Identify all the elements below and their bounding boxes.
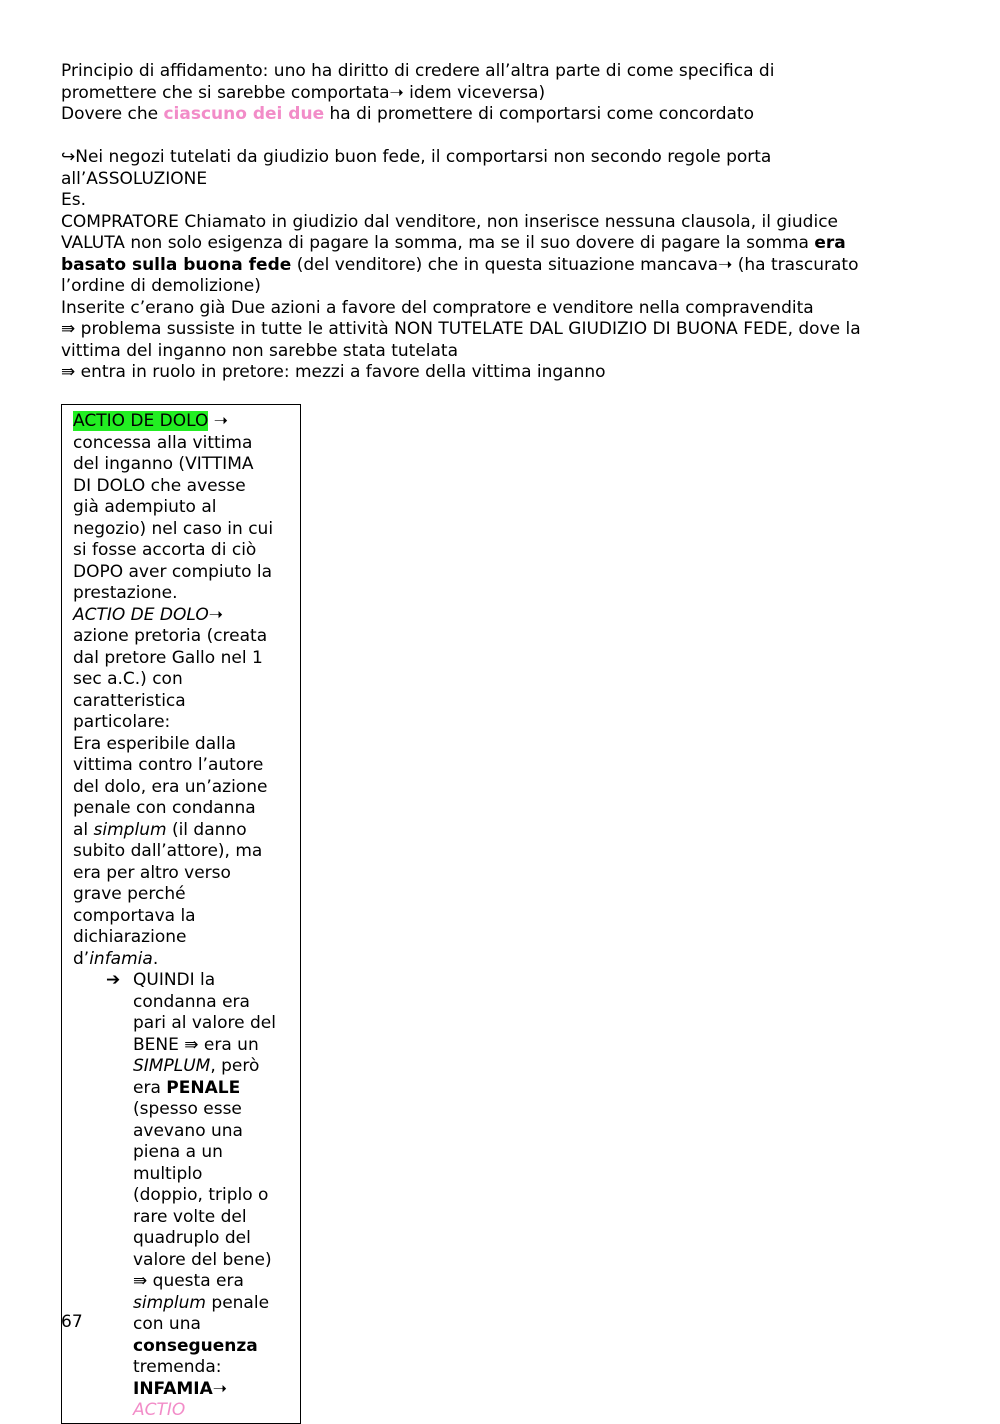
highlighted-text: ciascuno dei due [163,104,325,124]
italic-text: simplum [93,819,167,840]
box-title [73,411,300,433]
bold-text: era [814,233,846,253]
bullet-item [73,970,300,1422]
box-lines-group [73,841,300,949]
bullet-line: (doppio, triplo o [133,1185,269,1205]
italic-text: ACTIO DE DOLO [73,604,209,625]
box-line [73,820,300,842]
box-line [73,949,300,971]
text-span: d’ [73,948,90,969]
box-line: del inganno (VITTIMA [73,454,254,474]
paragraph-line [61,104,941,126]
text-span: . [152,948,159,969]
blank-line [61,126,941,148]
bold-text: conseguenza [133,1335,258,1356]
bullet-line: valore del bene) [133,1249,272,1270]
bold-text: INFAMIA➝ [133,1378,228,1399]
text-span: Dovere che [61,104,164,124]
paragraph-line: Inserite c’erano già Due azioni a favore del compratore e venditore nella compravendita [61,297,814,318]
bullet-line: tremenda: [133,1357,222,1377]
box-line: negozio) nel caso in cui [73,518,274,539]
box-lines-group [73,433,300,605]
paragraph-line: ↪Nei negozi tutelati da giudizio buon fede, il comportarsi non secondo regole porta [61,147,772,167]
arrow: ➝ [208,604,223,625]
text-span: VALUTA non solo esigenza di pagare la somma, ma se il suo dovere di pagare la somma [61,233,815,253]
box-line: subito dall’attore), ma [73,841,263,861]
paragraph-line: all’ASSOLUZIONE [61,168,208,189]
document-body [61,61,941,384]
box-line: DI DOLO che avesse [73,475,246,496]
italic-text: simplum [133,1292,206,1313]
box-line: del dolo, era un’azione [73,776,268,797]
bullet-line: ACTIO [133,1400,186,1420]
text-span: ha di promettere di comportarsi come concordato [324,104,754,124]
italic-text: infamia [89,948,153,969]
text-span: era [133,1077,167,1098]
arrow: ➝ [208,411,228,431]
box-line: era per altro verso [73,862,231,883]
bullet-line: quadruplo del [133,1228,251,1248]
box-lines-group [73,626,300,820]
page-number: 67 [61,1312,83,1332]
bullet-line [133,1078,300,1100]
paragraph-line: Es. [61,190,87,210]
actio-de-dolo-textbox [61,404,301,1424]
paragraph-line: l’ordine di demolizione) [61,276,261,296]
box-line: caratteristica [73,690,186,711]
bullet-line [133,1336,300,1358]
box-line: già adempiuto al [73,497,217,517]
paragraph-line: vittima del inganno non sarebbe stata tutelata [61,340,459,361]
bullet-line: (spesso esse [133,1099,242,1119]
box-line: prestazione. [73,583,178,603]
box-line: comportava la [73,905,196,926]
bullet-line: piena a un [133,1142,223,1162]
highlighted-title: ACTIO DE DOLO [73,411,209,431]
box-line: si fosse accorta di ciò [73,540,257,560]
box-line: vittima contro l’autore [73,755,264,775]
box-line: penale con condanna [73,798,256,818]
paragraph-line [61,255,941,277]
bullet-line: BENE ⇛ era un [133,1034,259,1055]
box-line: concessa alla vittima [73,432,253,453]
paragraph-line: COMPRATORE Chiamato in giudizio dal venditore, non inserisce nessuna clausola, il giudice [61,211,838,232]
box-line: dichiarazione [73,927,187,947]
paragraph-line: promettere che si sarebbe comportata➝ idem viceversa) [61,82,546,103]
bold-text: basato sulla buona fede [61,254,292,275]
box-line: azione pretoria (creata [73,626,268,646]
arrow-bullet-icon: ➔ [106,970,121,990]
bullet-line [133,1056,300,1078]
bullet-line: pari al valore del [133,1013,276,1033]
bold-text: PENALE [166,1077,241,1098]
bullet-line: avevano una [133,1120,243,1141]
box-line: Era esperibile dalla [73,733,237,754]
paragraph-line: Principio di affidamento: uno ha diritto di credere all’altra parte di come specifica di [61,61,775,81]
box-line: particolare: [73,712,171,732]
bullet-line: rare volte del [133,1206,247,1227]
italic-text: SIMPLUM [133,1056,211,1076]
text-span: (il danno [166,819,247,840]
bullet-lines-group [133,1099,300,1293]
bullet-lines-group [133,970,300,1056]
bullet-line: multiplo [133,1163,203,1184]
text-span: , però [210,1056,260,1076]
box-line: sec a.C.) con [73,669,183,689]
box-line: DOPO aver compiuto la [73,561,273,582]
box-line: grave perché [73,884,186,904]
paragraph-line: ⇛ problema sussiste in tutte le attività NON TUTELATE DAL GIUDIZIO DI BUONA FEDE, dove la [61,319,861,339]
bullet-line: ⇛ questa era [133,1271,244,1291]
text-span: al [73,819,94,840]
text-span: penale [206,1292,270,1313]
bullet-line [133,1379,300,1401]
box-line: dal pretore Gallo nel 1 [73,647,263,668]
bullet-line: QUINDI la [133,970,216,990]
paragraph-line [61,233,941,255]
bullet-line: condanna era [133,991,250,1012]
bullet-line [133,1293,300,1315]
text-span: (del venditore) che in questa situazione mancava➝ (ha trascurato [291,254,859,275]
box-italic-title [73,605,300,627]
paragraph-line: ⇛ entra in ruolo in pretore: mezzi a favore della vittima inganno [61,362,606,382]
bullet-line: con una [133,1314,201,1334]
